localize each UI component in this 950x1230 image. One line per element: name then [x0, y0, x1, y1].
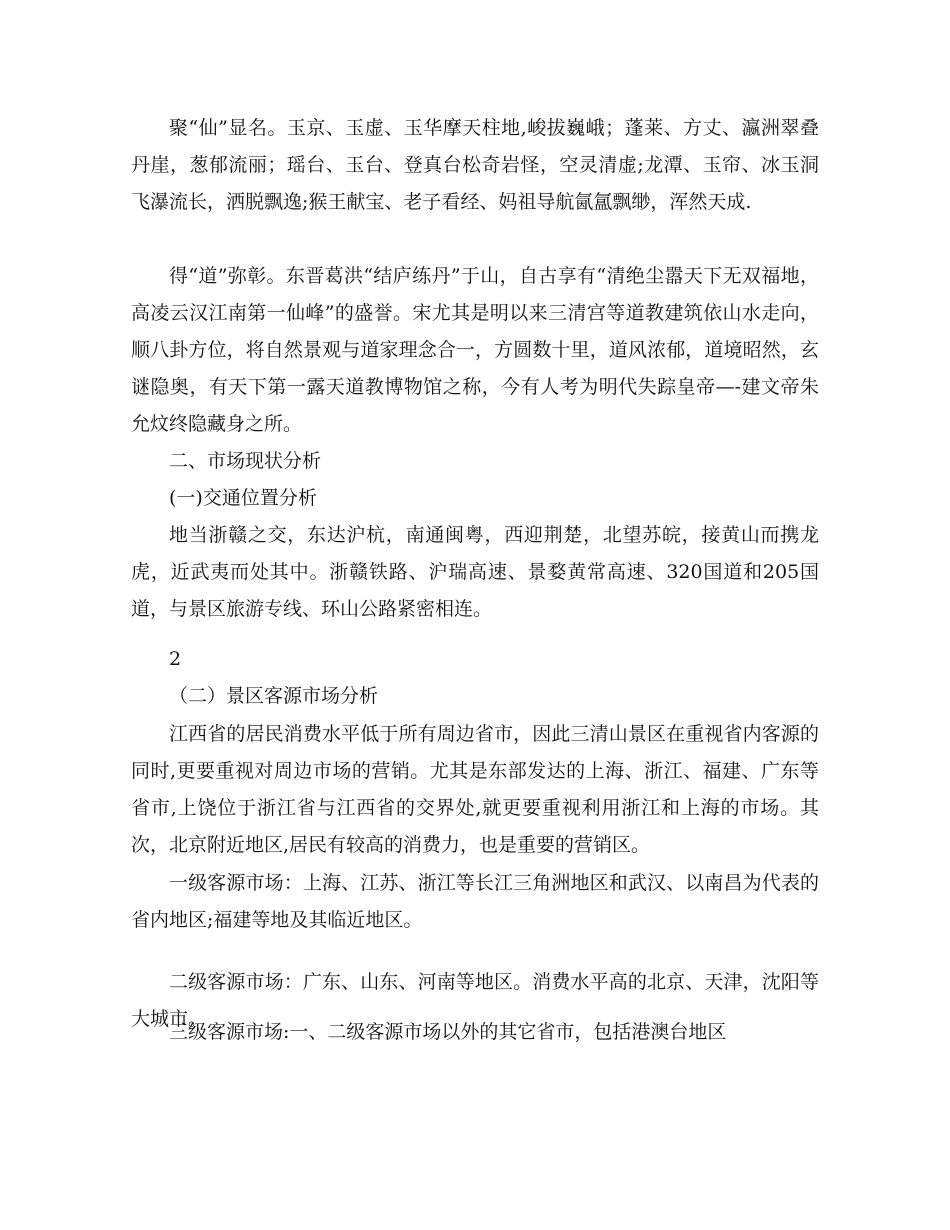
paragraph-secondary-market: 二级客源市场：广东、山东、河南等地区。消费水平高的北京、天津，沈阳等大城市。 [131, 971, 819, 1030]
paragraph-primary-market: 一级客源市场：上海、江苏、浙江等长江三角洲地区和武汉、以南昌为代表的省内地区;福建等地及其临近地区。 [131, 872, 819, 931]
paragraph-tertiary-market: 三级客源市场:一、二级客源市场以外的其它省市，包括港澳台地区 [169, 1021, 727, 1043]
paragraph-tourist-source: 江西省的居民消费水平低于所有周边省市，因此三清山景区在重视省内客源的同时,更要重视对周边市场的营销。尤其是东部发达的上海、浙江、福建、广东等省市,上饶位于浙江省与江西省的交界处,就更要重视利用浙江和上海的市场。其次，北京附近地区,居民有较高的消费力，也是重要的营销区。 [131, 723, 819, 856]
subsection-heading-tourist-source: （二）景区客源市场分析 [169, 685, 379, 707]
section-heading-market-analysis: 二、市场现状分析 [169, 450, 322, 472]
paragraph-transport: 地当浙赣之交，东达沪杭，南通闽粤，西迎荆楚，北望苏皖，接黄山而携龙虎，近武夷而处其中。浙赣铁路、沪瑞高速、景婺黄常高速、320国道和205国道，与景区旅游专线、环山公路紧密相连。 [131, 524, 819, 620]
paragraph-immortals: 聚“仙”显名。玉京、玉虚、玉华摩天柱地,峻拔巍峨；蓬莱、方丈、瀛洲翠叠丹崖，葱郁流丽；瑶台、玉台、登真台松奇岩怪，空灵清虚;龙潭、玉帘、冰玉洞飞瀑流长，洒脱飘逸;猴王献宝、老子看经、妈祖导航氤氲飘缈，浑然天成. [131, 117, 819, 213]
subsection-heading-transport: (一)交通位置分析 [169, 487, 317, 509]
page-number: 2 [169, 648, 182, 670]
paragraph-taoism: 得“道”弥彰。东晋葛洪“结庐练丹”于山，自古享有“清绝尘嚣天下无双福地，高凌云汉江南第一仙峰”的盛誉。宋尤其是明以来三清宫等道教建筑依山水走向，顺八卦方位，将自然景观与道家理念合一，方圆数十里，道风浓郁，道境昭然，玄谜隐奥，有天下第一露天道教博物馆之称，今有人考为明代失踪皇帝—-建文帝朱允炆终隐藏身之所。 [131, 265, 819, 435]
